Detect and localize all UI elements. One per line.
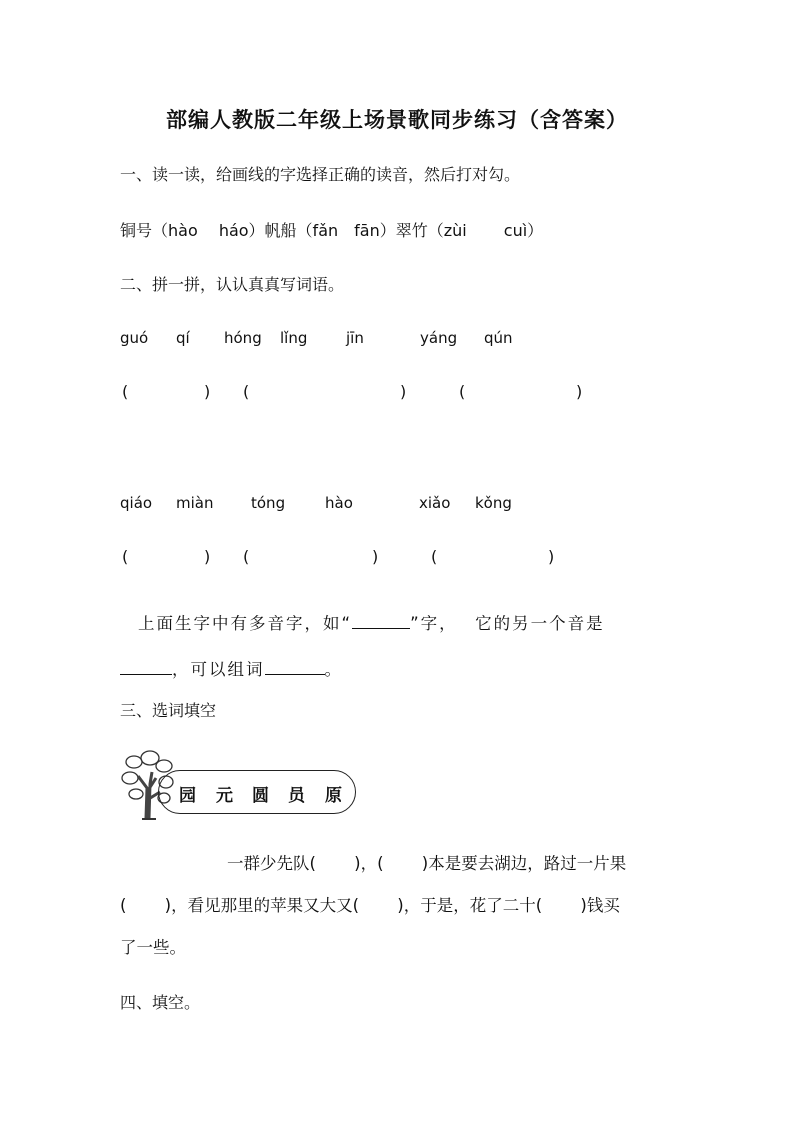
- question-2-heading: 二、拼一拼，认认真真写词语。: [120, 275, 345, 294]
- fill-paragraph-line-1: 一群少先队( )，( )本是要去湖边，路过一片果: [227, 854, 627, 873]
- pinyin-qi: qí: [176, 329, 190, 347]
- answer-blank-close: ): [372, 547, 379, 566]
- word-option-yuan-garden: 园: [179, 786, 196, 806]
- answer-blank-close: ): [400, 382, 407, 401]
- answer-blank-open: (: [122, 382, 129, 401]
- answer-blank-open: (: [459, 382, 466, 401]
- answer-blank-open: (: [243, 382, 250, 401]
- answer-blank-close: ): [576, 382, 583, 401]
- polyphone-sentence: [120, 601, 680, 693]
- question-3-heading: 三、选词填空: [120, 701, 217, 720]
- answer-blank-close: ): [548, 547, 555, 566]
- pinyin-qiao: qiáo: [120, 494, 153, 512]
- pinyin-kong: kǒng: [475, 494, 512, 512]
- pinyin-tong: tóng: [251, 494, 286, 512]
- word-option-yuan-unit: 元: [216, 786, 233, 806]
- sentence-part: 上面生字中有多音字，如“: [138, 614, 353, 633]
- fill-paragraph-line-3: 了一些。: [120, 938, 186, 957]
- question-1-heading: 一、读一读，给画线的字选择正确的读音，然后打对勾。: [120, 165, 521, 184]
- pinyin-hong: hóng: [224, 329, 262, 347]
- pinyin-mian: miàn: [176, 494, 214, 512]
- answer-blank-open: (: [431, 547, 438, 566]
- word-bank-banner: [120, 748, 360, 820]
- sentence-part: 。: [324, 660, 343, 679]
- fill-blank: [265, 658, 325, 675]
- pinyin-xiao: xiǎo: [419, 494, 451, 512]
- answer-blank-close: ): [204, 547, 211, 566]
- answer-blank-open: (: [243, 547, 250, 566]
- word-bank: [158, 770, 356, 814]
- pinyin-qun: qún: [484, 329, 513, 347]
- fill-paragraph-line-2: ( )，看见那里的苹果又大又( )，于是，花了二十( )钱买: [120, 896, 620, 915]
- page-title: 部编人教版二年级上场景歌同步练习（含答案）: [166, 108, 628, 132]
- pinyin-yang: yáng: [420, 329, 458, 347]
- fill-blank: [120, 658, 172, 675]
- word-option-yuan-original: 原: [325, 786, 342, 806]
- word-option-yuan-round: 圆: [252, 786, 269, 806]
- question-4-heading: 四、填空。: [120, 993, 201, 1012]
- answer-blank-close: ): [204, 382, 211, 401]
- sentence-part: ，可以组词: [172, 660, 265, 679]
- word-option-yuan-member: 员: [288, 786, 305, 806]
- question-1-pinyin-options: 铜号（hào háo）帆船（fǎn fān）翠竹（zùi cuì）: [120, 221, 544, 240]
- answer-blank-open: (: [122, 547, 129, 566]
- pinyin-ling: lǐng: [280, 329, 308, 347]
- sentence-part: ”字， 它的另一个音是: [410, 614, 605, 633]
- fill-blank: [352, 612, 410, 629]
- pinyin-guo: guó: [120, 329, 149, 347]
- pinyin-hao: hào: [325, 494, 353, 512]
- pinyin-jin: jīn: [346, 329, 364, 347]
